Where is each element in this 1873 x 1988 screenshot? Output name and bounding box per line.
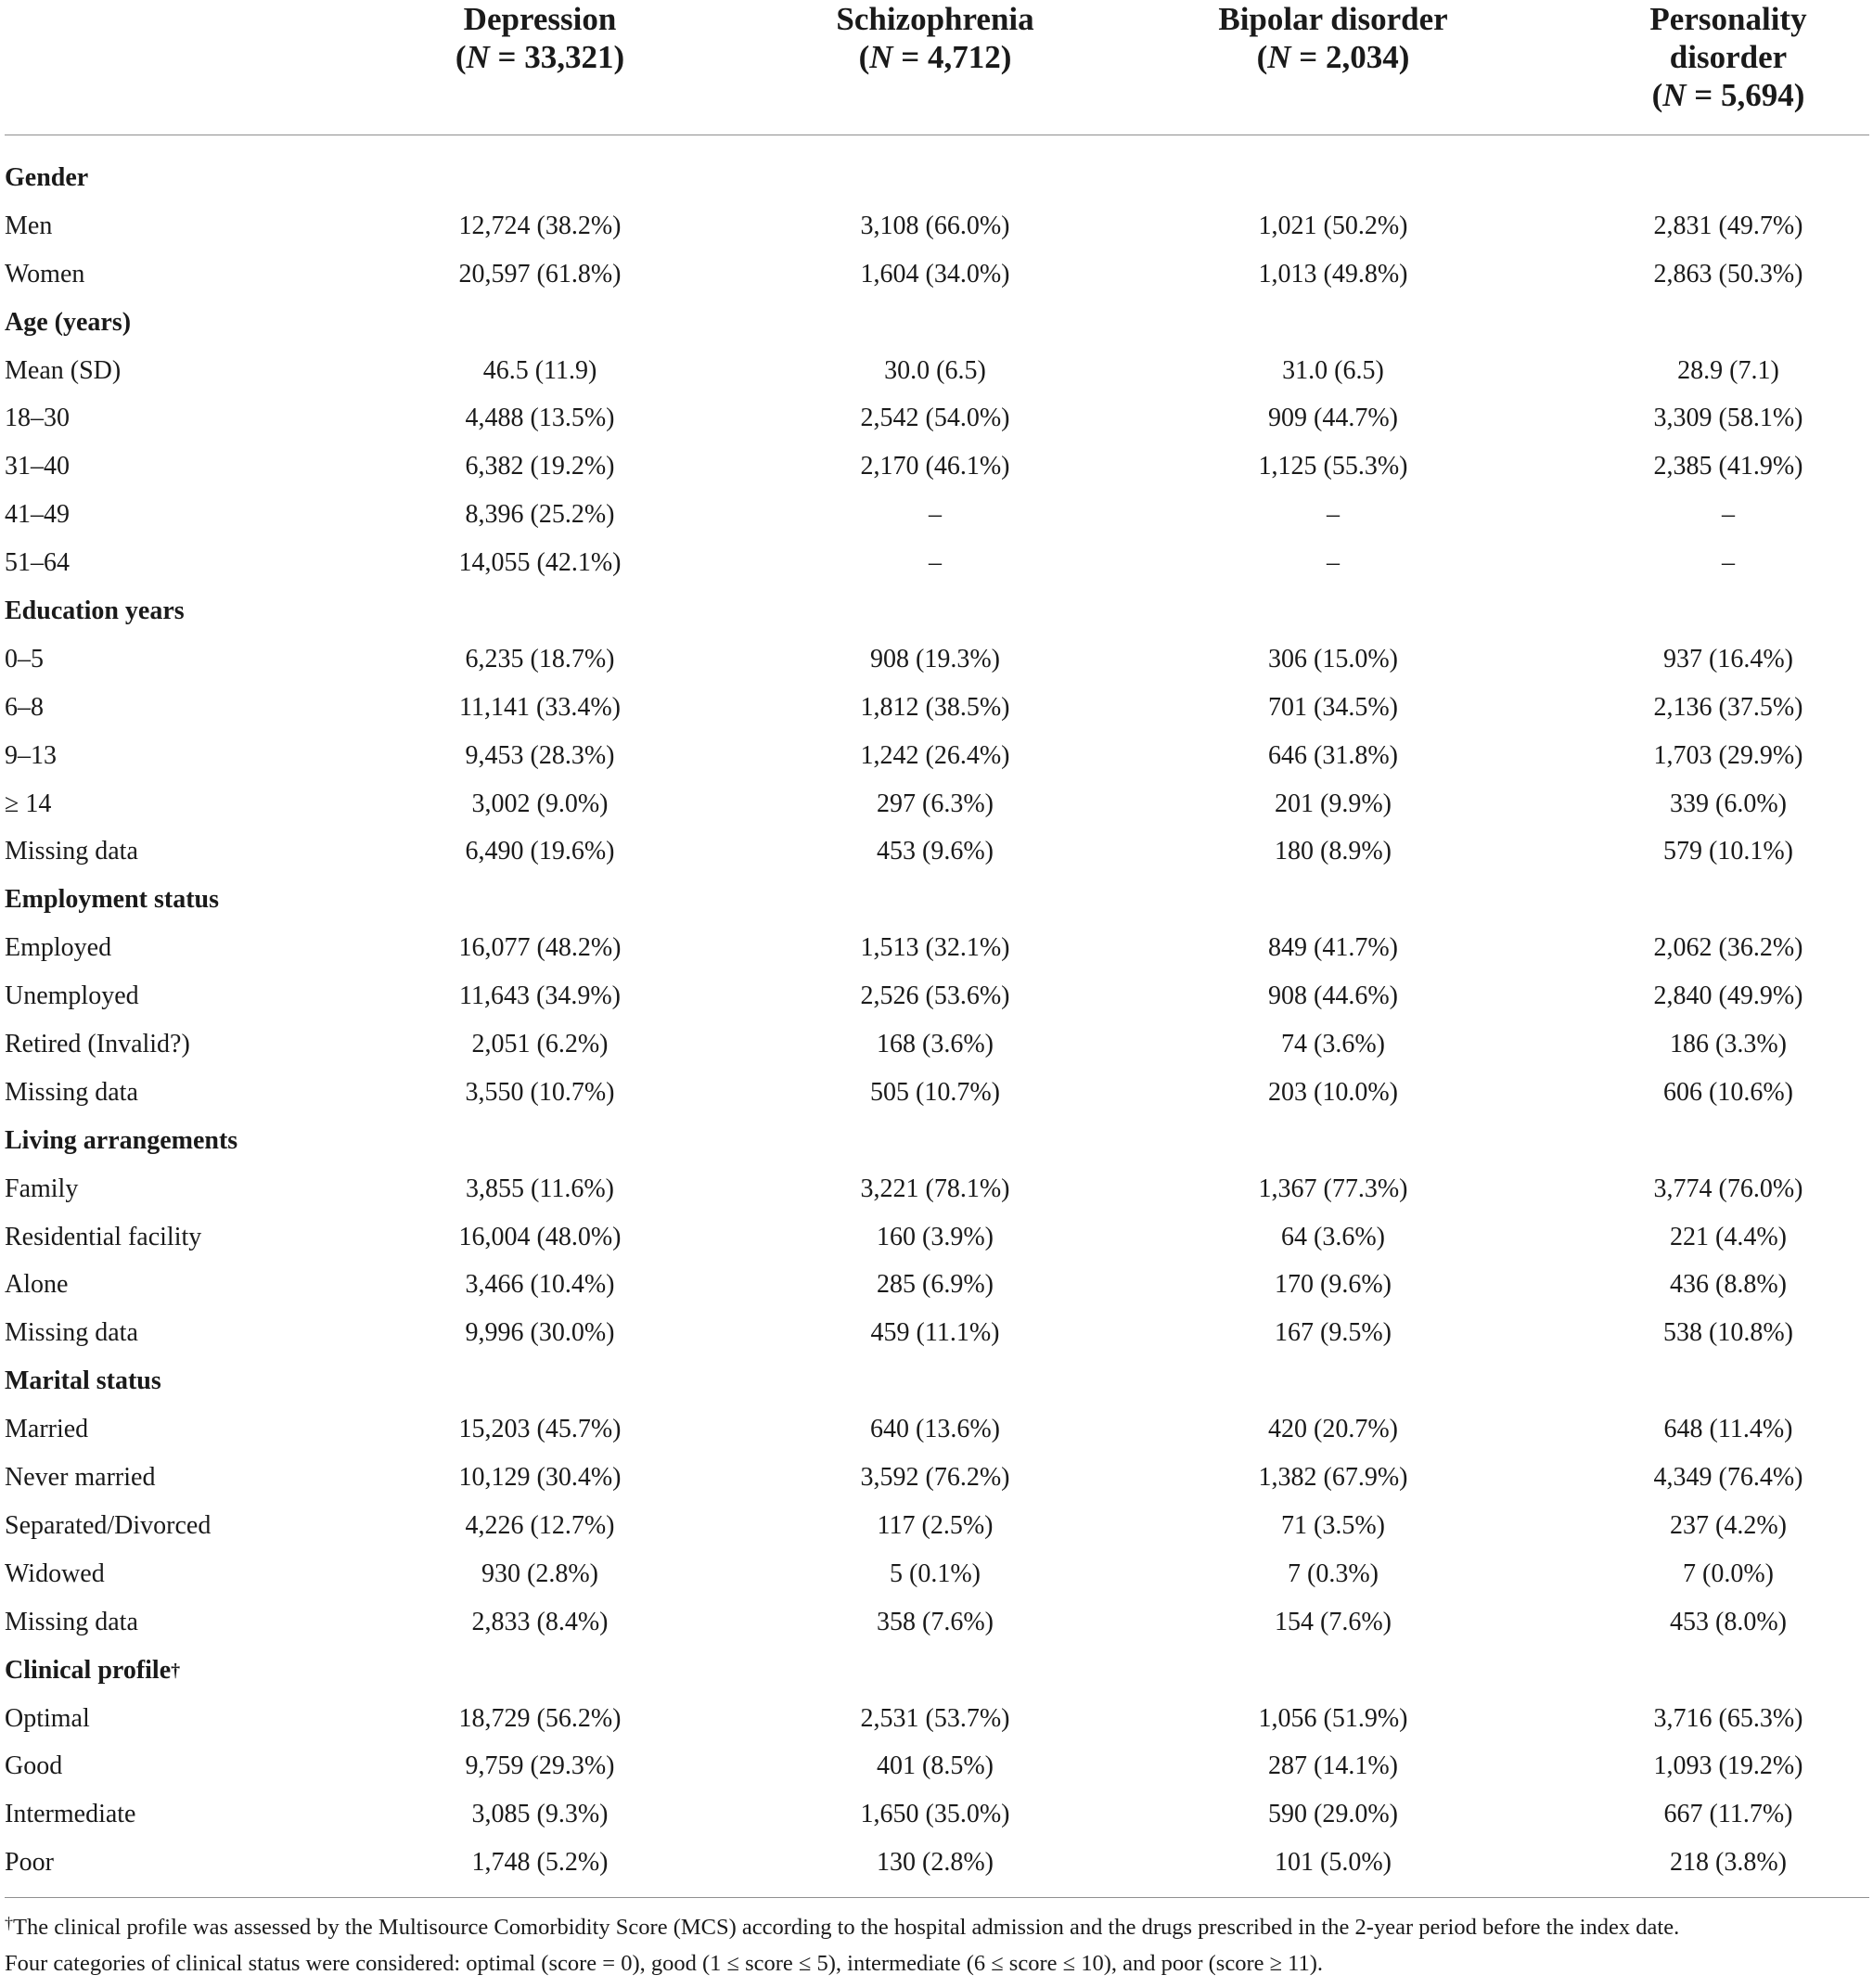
table-cell: – (1722, 500, 1735, 530)
table-cell: 505 (10.7%) (870, 1077, 1000, 1107)
table-cell: 3,466 (10.4%) (465, 1270, 615, 1300)
table-cell: 648 (11.4%) (1663, 1415, 1793, 1444)
table-cell: – (929, 548, 942, 578)
table-row (0, 684, 1873, 732)
row-label: Family (5, 1174, 79, 1203)
table-row (0, 1839, 1873, 1887)
section-label: Education years (5, 596, 185, 626)
row-label: Alone (5, 1270, 69, 1300)
table-cell: 16,004 (48.0%) (458, 1222, 622, 1251)
table-body (0, 154, 1873, 1887)
table-cell: 20,597 (61.8%) (458, 259, 622, 289)
table-cell: 579 (10.1%) (1663, 837, 1793, 866)
table-cell: 2,831 (49.7%) (1653, 211, 1803, 240)
row-label: Unemployed (5, 981, 139, 1011)
section-label: Living arrangements (5, 1125, 238, 1155)
table-cell: 937 (16.4%) (1663, 644, 1793, 673)
table-row (0, 1550, 1873, 1598)
table-cell: 6,235 (18.7%) (465, 644, 615, 673)
table-cell: 606 (10.6%) (1663, 1077, 1793, 1107)
row-label: Separated/Divorced (5, 1510, 212, 1540)
table-cell: 168 (3.6%) (877, 1030, 994, 1059)
table-cell: 9,996 (30.0%) (465, 1318, 615, 1348)
table-row (0, 539, 1873, 587)
table-cell: 2,526 (53.6%) (860, 981, 1010, 1011)
table-cell: 180 (8.9%) (1275, 837, 1392, 866)
table-cell: 218 (3.8%) (1670, 1848, 1787, 1878)
table-cell: 203 (10.0%) (1268, 1077, 1398, 1107)
row-label: Missing data (5, 1077, 138, 1107)
table-cell: – (929, 500, 942, 530)
table-row (0, 491, 1873, 539)
table-row (0, 250, 1873, 299)
section-header-row (0, 587, 1873, 635)
table-row (0, 1020, 1873, 1069)
footer-divider (5, 1897, 1869, 1898)
table-cell: 15,203 (45.7%) (458, 1415, 622, 1444)
table-cell: 1,021 (50.2%) (1258, 211, 1408, 240)
table-cell: 420 (20.7%) (1268, 1415, 1398, 1444)
table-cell: 130 (2.8%) (877, 1848, 994, 1878)
table-cell: 3,002 (9.0%) (471, 789, 609, 818)
table-row (0, 442, 1873, 491)
row-label: 0–5 (5, 644, 44, 673)
table-cell: – (1327, 500, 1340, 530)
table-cell: 237 (4.2%) (1670, 1510, 1787, 1540)
table-cell: 4,226 (12.7%) (465, 1510, 615, 1540)
table-cell: 5 (0.1%) (890, 1558, 981, 1588)
table-cell: 4,349 (76.4%) (1653, 1463, 1803, 1493)
row-label: Poor (5, 1848, 54, 1878)
table-cell: 1,382 (67.9%) (1258, 1463, 1408, 1493)
table-cell: 2,051 (6.2%) (471, 1030, 609, 1059)
table-cell: 3,309 (58.1%) (1653, 404, 1803, 433)
table-cell: 2,840 (49.9%) (1653, 981, 1803, 1011)
table-cell: 71 (3.5%) (1281, 1510, 1385, 1540)
table-cell: 170 (9.6%) (1275, 1270, 1392, 1300)
section-label: Age (years) (5, 307, 132, 337)
table-cell: 538 (10.8%) (1663, 1318, 1793, 1348)
row-label: Missing data (5, 1318, 138, 1348)
row-label: 18–30 (5, 404, 70, 433)
table-cell: 3,550 (10.7%) (465, 1077, 615, 1107)
table-row (0, 924, 1873, 972)
table-row (0, 347, 1873, 395)
table-cell: 2,542 (54.0%) (860, 404, 1010, 433)
section-header-row (0, 1647, 1873, 1695)
table-cell: 436 (8.8%) (1670, 1270, 1787, 1300)
table-cell: 849 (41.7%) (1268, 933, 1398, 963)
row-label: 51–64 (5, 548, 70, 578)
table-cell: 1,093 (19.2%) (1653, 1751, 1803, 1781)
table-cell: 3,221 (78.1%) (860, 1174, 1010, 1203)
table-cell: 9,453 (28.3%) (465, 740, 615, 770)
column-header-bipolar-disorder: Bipolar disorder (N = 2,034) (1218, 1, 1448, 75)
table-cell: 297 (6.3%) (877, 789, 994, 818)
table-cell: 701 (34.5%) (1268, 692, 1398, 722)
table-row (0, 1309, 1873, 1357)
table-row (0, 1454, 1873, 1502)
row-label: Intermediate (5, 1800, 136, 1829)
table-cell: 1,013 (49.8%) (1258, 259, 1408, 289)
row-label: Employed (5, 933, 112, 963)
section-header-row (0, 299, 1873, 347)
table-cell: 646 (31.8%) (1268, 740, 1398, 770)
section-header-row (0, 1117, 1873, 1165)
row-label: ≥ 14 (5, 789, 52, 818)
table-cell: 2,833 (8.4%) (471, 1607, 609, 1636)
table-cell: 3,855 (11.6%) (466, 1174, 614, 1203)
table-cell: 3,592 (76.2%) (860, 1463, 1010, 1493)
row-label: Missing data (5, 1607, 138, 1636)
dagger-mark: † (171, 1660, 181, 1681)
table-cell: 401 (8.5%) (877, 1751, 994, 1781)
table-cell: 154 (7.6%) (1275, 1607, 1392, 1636)
table-cell: 7 (0.3%) (1288, 1558, 1379, 1588)
table-row (0, 1742, 1873, 1790)
table-cell: 201 (9.9%) (1275, 789, 1392, 818)
column-header-depression: Depression (N = 33,321) (455, 1, 625, 75)
table-cell: 1,056 (51.9%) (1258, 1703, 1408, 1733)
table-cell: 16,077 (48.2%) (458, 933, 622, 963)
table-footnote (5, 1909, 1869, 1982)
table-row (0, 1165, 1873, 1213)
table-cell: 1,125 (55.3%) (1258, 452, 1408, 481)
table-cell: 306 (15.0%) (1268, 644, 1398, 673)
table-cell: 1,367 (77.3%) (1258, 1174, 1408, 1203)
table-cell: 64 (3.6%) (1281, 1222, 1385, 1251)
table-cell: 3,716 (65.3%) (1653, 1703, 1803, 1733)
table-cell: 74 (3.6%) (1281, 1030, 1385, 1059)
table-cell: 4,488 (13.5%) (465, 404, 615, 433)
section-label: Gender (5, 163, 89, 192)
table-cell: 12,724 (38.2%) (458, 211, 622, 240)
table-cell: 908 (44.6%) (1268, 981, 1398, 1011)
table-cell: 101 (5.0%) (1275, 1848, 1392, 1878)
table-cell: 1,242 (26.4%) (860, 740, 1010, 770)
section-label-wrap (5, 1647, 180, 1695)
table-cell: 453 (8.0%) (1670, 1607, 1787, 1636)
row-label: Retired (Invalid?) (5, 1030, 190, 1059)
table-cell: 8,396 (25.2%) (465, 500, 615, 530)
table-cell: 2,531 (53.7%) (860, 1703, 1010, 1733)
footnote-line-2: Four categories of clinical status were considered: optimal (score = 0), good (1 ≤ score ≤ 5), intermediate (6 ≤ score ≤ 10), and poor (score ≥ 11). (5, 1951, 1324, 1976)
table-cell: 640 (13.6%) (870, 1415, 1000, 1444)
table-cell: 285 (6.9%) (877, 1270, 994, 1300)
row-label: Residential facility (5, 1222, 202, 1251)
table-cell: 186 (3.3%) (1670, 1030, 1787, 1059)
table-row (0, 1261, 1873, 1309)
table-cell: 930 (2.8%) (481, 1558, 598, 1588)
table-cell: 1,604 (34.0%) (860, 259, 1010, 289)
section-label: Employment status (5, 885, 220, 915)
table-cell: 908 (19.3%) (870, 644, 1000, 673)
table-cell: 11,141 (33.4%) (459, 692, 621, 722)
column-header-personality-disorder: Personality disorder (N = 5,694) (1649, 1, 1807, 113)
table-cell: 10,129 (30.4%) (458, 1463, 622, 1493)
table-cell: 1,650 (35.0%) (860, 1800, 1010, 1829)
table-cell: 160 (3.9%) (877, 1222, 994, 1251)
table-row (0, 1790, 1873, 1839)
section-header-row (0, 1357, 1873, 1405)
table-row (0, 972, 1873, 1020)
table-cell: 459 (11.1%) (870, 1318, 1000, 1348)
section-header-row (0, 876, 1873, 924)
table-row (0, 1213, 1873, 1262)
table-cell: 28.9 (7.1) (1677, 355, 1779, 385)
table-cell: 287 (14.1%) (1268, 1751, 1398, 1781)
table-row (0, 394, 1873, 442)
table-cell: 1,748 (5.2%) (471, 1848, 609, 1878)
table-row (0, 202, 1873, 250)
table-row (0, 1405, 1873, 1454)
table-row (0, 1069, 1873, 1117)
row-label: 6–8 (5, 692, 44, 722)
table-cell: 1,703 (29.9%) (1653, 740, 1803, 770)
table-cell: 2,062 (36.2%) (1653, 933, 1803, 963)
row-label: Men (5, 211, 53, 240)
row-label: Never married (5, 1463, 156, 1493)
row-label: Women (5, 259, 85, 289)
table-cell: 6,490 (19.6%) (465, 837, 615, 866)
table-cell: 3,774 (76.0%) (1653, 1174, 1803, 1203)
table-cell: 18,729 (56.2%) (458, 1703, 622, 1733)
row-label: 9–13 (5, 740, 57, 770)
row-label: Good (5, 1751, 63, 1781)
table-row (0, 1598, 1873, 1647)
table-cell: 3,108 (66.0%) (860, 211, 1010, 240)
footnote-line-1: The clinical profile was assessed by the Multisource Comorbidity Score (MCS) according to the hospital admission and the drugs prescribed in the 2-year period before the index date. (13, 1915, 1680, 1940)
table-cell: 2,385 (41.9%) (1653, 452, 1803, 481)
table-row (0, 635, 1873, 684)
table-cell: – (1722, 548, 1735, 578)
column-header-schizophrenia: Schizophrenia (N = 4,712) (836, 1, 1034, 75)
table-cell: 31.0 (6.5) (1282, 355, 1384, 385)
table-row (0, 1695, 1873, 1743)
table-cell: 7 (0.0%) (1683, 1558, 1774, 1588)
table-cell: 167 (9.5%) (1275, 1318, 1392, 1348)
table-cell: – (1327, 548, 1340, 578)
table-cell: 117 (2.5%) (877, 1510, 994, 1540)
table-cell: 30.0 (6.5) (884, 355, 986, 385)
table-row (0, 1502, 1873, 1550)
row-label: Missing data (5, 837, 138, 866)
table-cell: 909 (44.7%) (1268, 404, 1398, 433)
table-row (0, 827, 1873, 876)
section-label: Clinical profile (5, 1655, 172, 1685)
table-cell: 2,136 (37.5%) (1653, 692, 1803, 722)
table-cell: 14,055 (42.1%) (458, 548, 622, 578)
table-cell: 3,085 (9.3%) (471, 1800, 609, 1829)
table-cell: 9,759 (29.3%) (465, 1751, 615, 1781)
row-label: Optimal (5, 1703, 90, 1733)
table-cell: 2,170 (46.1%) (860, 452, 1010, 481)
table-cell: 453 (9.6%) (877, 837, 994, 866)
row-label: Married (5, 1415, 89, 1444)
table-cell: 339 (6.0%) (1670, 789, 1787, 818)
table-cell: 2,863 (50.3%) (1653, 259, 1803, 289)
row-label: Mean (SD) (5, 355, 122, 385)
table-row (0, 780, 1873, 828)
table-row (0, 732, 1873, 780)
row-label: 41–49 (5, 500, 70, 530)
table-cell: 667 (11.7%) (1663, 1800, 1793, 1829)
table-cell: 1,812 (38.5%) (860, 692, 1010, 722)
table-cell: 11,643 (34.9%) (459, 981, 621, 1011)
row-label: 31–40 (5, 452, 70, 481)
table-cell: 6,382 (19.2%) (465, 452, 615, 481)
table-cell: 1,513 (32.1%) (860, 933, 1010, 963)
table-cell: 46.5 (11.9) (482, 355, 597, 385)
table-cell: 221 (4.4%) (1670, 1222, 1787, 1251)
section-label: Marital status (5, 1366, 161, 1396)
footnote-dagger: † (5, 1914, 13, 1932)
table-cell: 590 (29.0%) (1268, 1800, 1398, 1829)
row-label: Widowed (5, 1558, 105, 1588)
section-header-row (0, 154, 1873, 202)
table-header (0, 0, 1873, 135)
table-cell: 358 (7.6%) (877, 1607, 994, 1636)
